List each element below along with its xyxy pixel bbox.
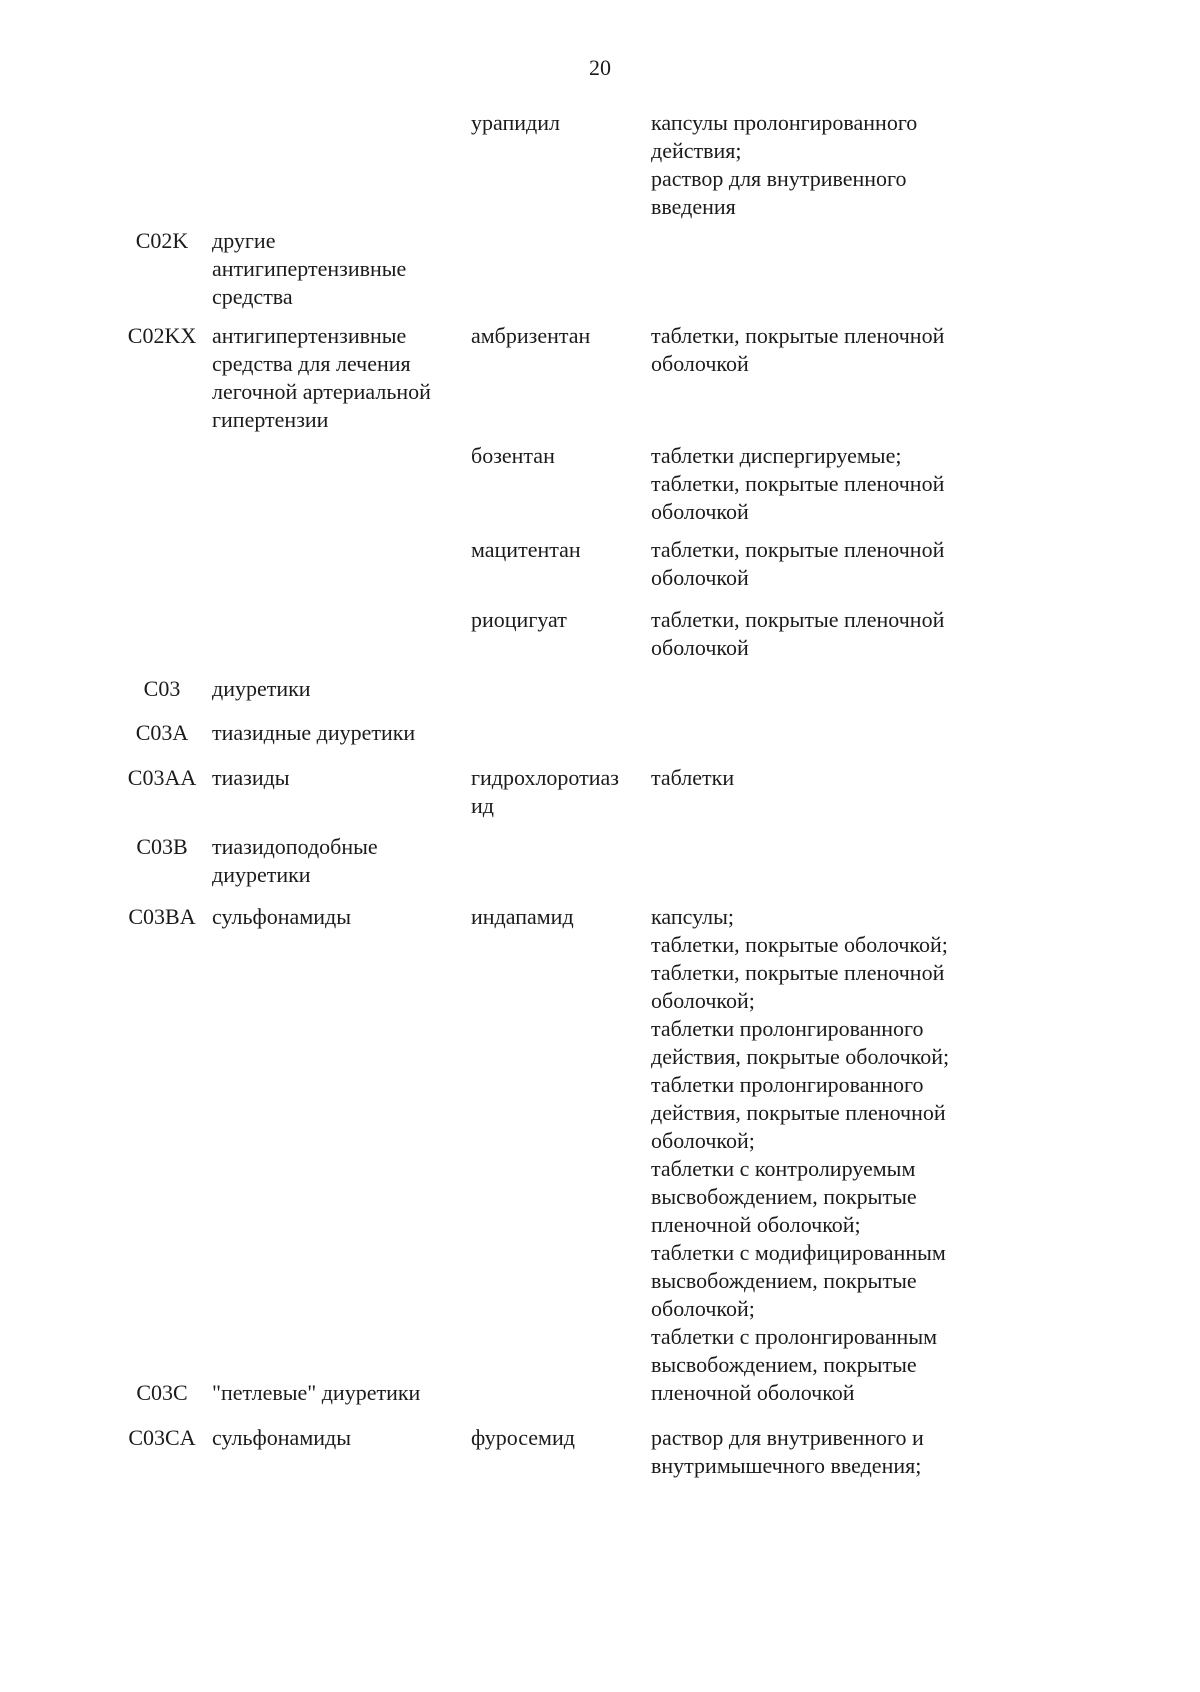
dosage-forms-line: таблетки пролонгированного [651, 1016, 924, 1041]
dosage-forms [651, 109, 1001, 221]
anatomical-therapeutic-group-line: сульфонамиды [212, 904, 351, 929]
dosage-forms-line: оболочкой; [651, 1296, 755, 1321]
drug-name-line: риоцигуат [471, 607, 567, 632]
dosage-forms-line: таблетки с пролонгированным [651, 1324, 938, 1349]
anatomical-therapeutic-group [212, 675, 462, 703]
drug-name [471, 903, 643, 931]
dosage-forms-line: таблетки, покрытые пленочной [651, 471, 945, 496]
anatomical-therapeutic-group-line: антигипертензивные [212, 323, 407, 348]
anatomical-therapeutic-group-line: "петлевые" диуретики [212, 1380, 421, 1405]
dosage-forms-line: таблетки [651, 765, 735, 790]
dosage-forms-line: оболочкой; [651, 988, 755, 1013]
atc-code: C03A [135, 720, 189, 745]
anatomical-therapeutic-group-line: средства [212, 284, 293, 309]
drug-name-line: фуросемид [471, 1425, 575, 1450]
dosage-forms-line: оболочкой; [651, 1128, 755, 1153]
anatomical-therapeutic-group-line: диуретики [212, 676, 311, 701]
drug-name [471, 536, 643, 564]
dosage-forms-line: введения [651, 194, 736, 219]
dosage-forms-line: пленочной оболочкой; [651, 1212, 861, 1237]
drug-name-line: амбризентан [471, 323, 591, 348]
drug-name [471, 764, 643, 820]
drug-name [471, 109, 643, 137]
drug-name-line: гидрохлоротиаз [471, 765, 619, 790]
drug-name-line: ид [471, 793, 494, 818]
dosage-forms-line: раствор для внутривенного и [651, 1425, 924, 1450]
dosage-forms [651, 1424, 1001, 1480]
dosage-forms-line: высвобождением, покрытые [651, 1352, 917, 1377]
anatomical-therapeutic-group-line: средства для лечения [212, 351, 411, 376]
anatomical-therapeutic-group-line: тиазиды [212, 765, 290, 790]
drug-name-line: индапамид [471, 904, 574, 929]
dosage-forms-line: пленочной оболочкой [651, 1380, 855, 1405]
anatomical-therapeutic-group-line: сульфонамиды [212, 1425, 351, 1450]
dosage-forms-line: капсулы; [651, 904, 734, 929]
drug-name-line: урапидил [471, 110, 560, 135]
anatomical-therapeutic-group-line: тиазидные диуретики [212, 720, 416, 745]
anatomical-therapeutic-group-line: антигипертензивные [212, 256, 407, 281]
page-number: 20 [589, 55, 611, 80]
dosage-forms [651, 903, 1001, 1407]
drug-name [471, 442, 643, 470]
dosage-forms [651, 536, 1001, 592]
anatomical-therapeutic-group [212, 833, 462, 889]
dosage-forms-line: таблетки пролонгированного [651, 1072, 924, 1097]
anatomical-therapeutic-group [212, 227, 462, 311]
atc-code: C02KX [127, 323, 197, 348]
anatomical-therapeutic-group [212, 1379, 462, 1407]
anatomical-therapeutic-group [212, 719, 462, 747]
dosage-forms [651, 322, 1001, 378]
dosage-forms-line: таблетки, покрытые пленочной [651, 960, 945, 985]
dosage-forms-line: оболочкой [651, 499, 749, 524]
dosage-forms-line: раствор для внутривенного [651, 166, 907, 191]
dosage-forms [651, 442, 1001, 526]
atc-code: C03AA [127, 765, 197, 790]
dosage-forms-line: оболочкой [651, 351, 749, 376]
dosage-forms-line: капсулы пролонгированного [651, 110, 918, 135]
anatomical-therapeutic-group [212, 903, 462, 931]
drug-name [471, 322, 643, 350]
dosage-forms-line: действия, покрытые оболочкой; [651, 1044, 950, 1069]
dosage-forms-line: действия, покрытые пленочной [651, 1100, 946, 1125]
dosage-forms-line: внутримышечного введения; [651, 1453, 922, 1478]
anatomical-therapeutic-group [212, 322, 462, 434]
atc-code: C03B [136, 834, 188, 859]
drug-name [471, 1424, 643, 1452]
dosage-forms-line: высвобождением, покрытые [651, 1268, 917, 1293]
anatomical-therapeutic-group-line: гипертензии [212, 407, 329, 432]
dosage-forms-line: таблетки диспергируемые; [651, 443, 902, 468]
dosage-forms-line: таблетки с модифицированным [651, 1240, 946, 1265]
dosage-forms-line: высвобождением, покрытые [651, 1184, 917, 1209]
anatomical-therapeutic-group-line: тиазидоподобные [212, 834, 378, 859]
dosage-forms-line: таблетки, покрытые пленочной [651, 323, 945, 348]
dosage-forms-line: действия; [651, 138, 742, 163]
atc-code: C03C [136, 1380, 188, 1405]
dosage-forms [651, 606, 1001, 662]
atc-code: C03 [143, 676, 181, 701]
anatomical-therapeutic-group-line: легочной артериальной [212, 379, 431, 404]
drug-name-line: бозентан [471, 443, 555, 468]
atc-code: C03CA [128, 1425, 196, 1450]
dosage-forms-line: таблетки с контролируемым [651, 1156, 916, 1181]
atc-code: C03BA [128, 904, 196, 929]
dosage-forms-line: таблетки, покрытые пленочной [651, 607, 945, 632]
drug-name-line: мацитентан [471, 537, 581, 562]
dosage-forms-line: оболочкой [651, 635, 749, 660]
atc-code: C02K [135, 228, 189, 253]
dosage-forms [651, 764, 1001, 792]
anatomical-therapeutic-group-line: другие [212, 228, 276, 253]
anatomical-therapeutic-group-line: диуретики [212, 862, 311, 887]
dosage-forms-line: таблетки, покрытые пленочной [651, 537, 945, 562]
anatomical-therapeutic-group [212, 1424, 462, 1452]
drug-name [471, 606, 643, 634]
anatomical-therapeutic-group [212, 764, 462, 792]
dosage-forms-line: оболочкой [651, 565, 749, 590]
dosage-forms-line: таблетки, покрытые оболочкой; [651, 932, 948, 957]
